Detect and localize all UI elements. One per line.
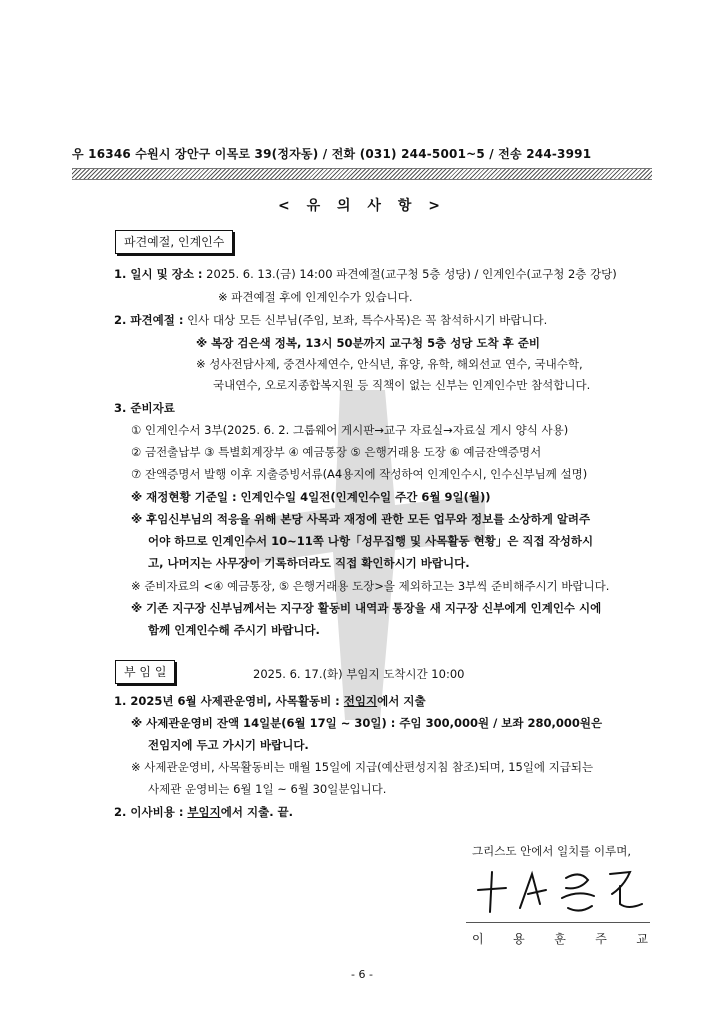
section-box-dispatch: 파견예절, 인계인수 (115, 230, 233, 254)
arrival-item-1-underlined: 전임지 (343, 694, 378, 708)
signer-char: 이 (472, 932, 484, 946)
item-3-note-2c: 고, 나머지는 사무장이 기록하더라도 직접 확인하시기 바랍니다. (148, 556, 470, 570)
item-3-note-4a: ※ 기존 지구장 신부님께서는 지구장 활동비 내역과 통장을 새 지구장 신부에게 인계인수 시에 (131, 601, 602, 615)
signer-name (472, 930, 648, 947)
arrival-item-1 (114, 693, 426, 709)
arrival-item-2-pre: 2. 이사비용 : (114, 805, 188, 819)
signer-char: 용 (513, 932, 525, 946)
page-number: - 6 - (351, 968, 373, 981)
section-box-arrival: 부 임 일 (115, 660, 175, 684)
item-3-entry-1: ① 인계인수서 3부(2025. 6. 2. 그룹웨어 게시판→교구 자료실→자료실 게시 양식 사용) (131, 423, 569, 437)
page-title: < 유 의 사 항 > (278, 198, 446, 214)
arrival-item-1-post: 에서 지출 (377, 694, 426, 708)
arrival-item-2 (114, 804, 293, 820)
arrival-note-2b: 사제관 운영비는 6월 1일 ~ 6월 30일분입니다. (148, 782, 387, 796)
item-1-text: 2025. 6. 13.(금) 14:00 파견예절(교구청 5층 성당) / 인계인수(교구청 2층 강당) (202, 267, 617, 281)
arrival-date-time: 2025. 6. 17.(화) 부임지 도착시간 10:00 (253, 667, 465, 681)
item-2-note-3: 국내연수, 오로지종합복지원 등 직책이 없는 신부는 인계인수만 참석합니다. (213, 378, 591, 392)
item-3-note-4b: 함께 인계인수해 주시기 바랍니다. (148, 623, 320, 637)
item-3-note-2b: 어야 하므로 인계인수서 10~11쪽 나항「성무집행 및 사목활동 현황」은 직접 작성하시 (148, 534, 594, 548)
item-3-note-1: ※ 재정현황 기준일 : 인계인수일 4일전(인계인수일 주간 6월 9일(월)) (131, 490, 491, 504)
item-1-date-place (114, 266, 617, 282)
signature-rule (466, 922, 650, 923)
arrival-note-1b: 전임지에 두고 가시기 바랍니다. (148, 738, 309, 752)
signer-char: 훈 (554, 932, 566, 946)
closing-phrase: 그리스도 안에서 일치를 이루며, (472, 844, 632, 858)
item-2-text: 인사 대상 모든 신부님(주임, 보좌, 특수사목)은 꼭 참석하시기 바랍니다. (183, 313, 548, 327)
handwritten-signature (470, 860, 650, 920)
item-2-note-2: ※ 성사전담사제, 중견사제연수, 안식년, 휴양, 유학, 해외선교 연수, 국내수학, (196, 357, 583, 371)
item-2-label: 2. 파견예절 : (114, 313, 184, 327)
item-1-label: 1. 일시 및 장소 : (114, 267, 203, 281)
arrival-item-2-underlined: 부임지 (187, 805, 221, 819)
arrival-note-1a: ※ 사제관운영비 잔액 14일분(6월 17일 ~ 30일) : 주임 300,000원 / 보좌 280,000원은 (131, 716, 603, 730)
signer-char: 교 (636, 932, 648, 946)
arrival-note-2a: ※ 사제관운영비, 사목활동비는 매월 15일에 지급(예산편성지침 참조)되며, 15일에 지급되는 (131, 760, 594, 774)
item-2-note-1: ※ 복장 검은색 정복, 13시 50분까지 교구청 5층 성당 도착 후 준비 (196, 336, 540, 350)
item-3-note-3: ※ 준비자료의 <④ 예금통장, ⑤ 은행거래용 도장>을 제외하고는 3부씩 준비해주시기 바랍니다. (131, 579, 610, 593)
item-3-label: 3. 준비자료 (114, 401, 175, 415)
hatched-divider (72, 168, 652, 180)
item-1-note: ※ 파견예절 후에 인계인수가 있습니다. (218, 290, 413, 304)
arrival-item-1-pre: 1. 2025년 6월 사제관운영비, 사목활동비 : (114, 694, 344, 708)
item-3-entry-2: ② 금전출납부 ③ 특별회계장부 ④ 예금통장 ⑤ 은행거래용 도장 ⑥ 예금잔액증명서 (131, 445, 542, 459)
item-2-dispatch (114, 312, 547, 328)
item-3-entry-3: ⑦ 잔액증명서 발행 이후 지출증빙서류(A4용지에 작성하여 인계인수시, 인수신부님께 설명) (131, 467, 588, 481)
item-3-note-2a: ※ 후임신부님의 적응을 위해 본당 사목과 재정에 관한 모든 업무와 정보를 소상하게 알려주 (131, 512, 591, 526)
arrival-item-2-post: 에서 지출. 끝. (220, 805, 294, 819)
letterhead-address: 우 16346 수원시 장안구 이목로 39(정자동) / 전화 (031) 244-5001~5 / 전송 244-3991 (72, 147, 592, 161)
signer-char: 주 (595, 932, 607, 946)
